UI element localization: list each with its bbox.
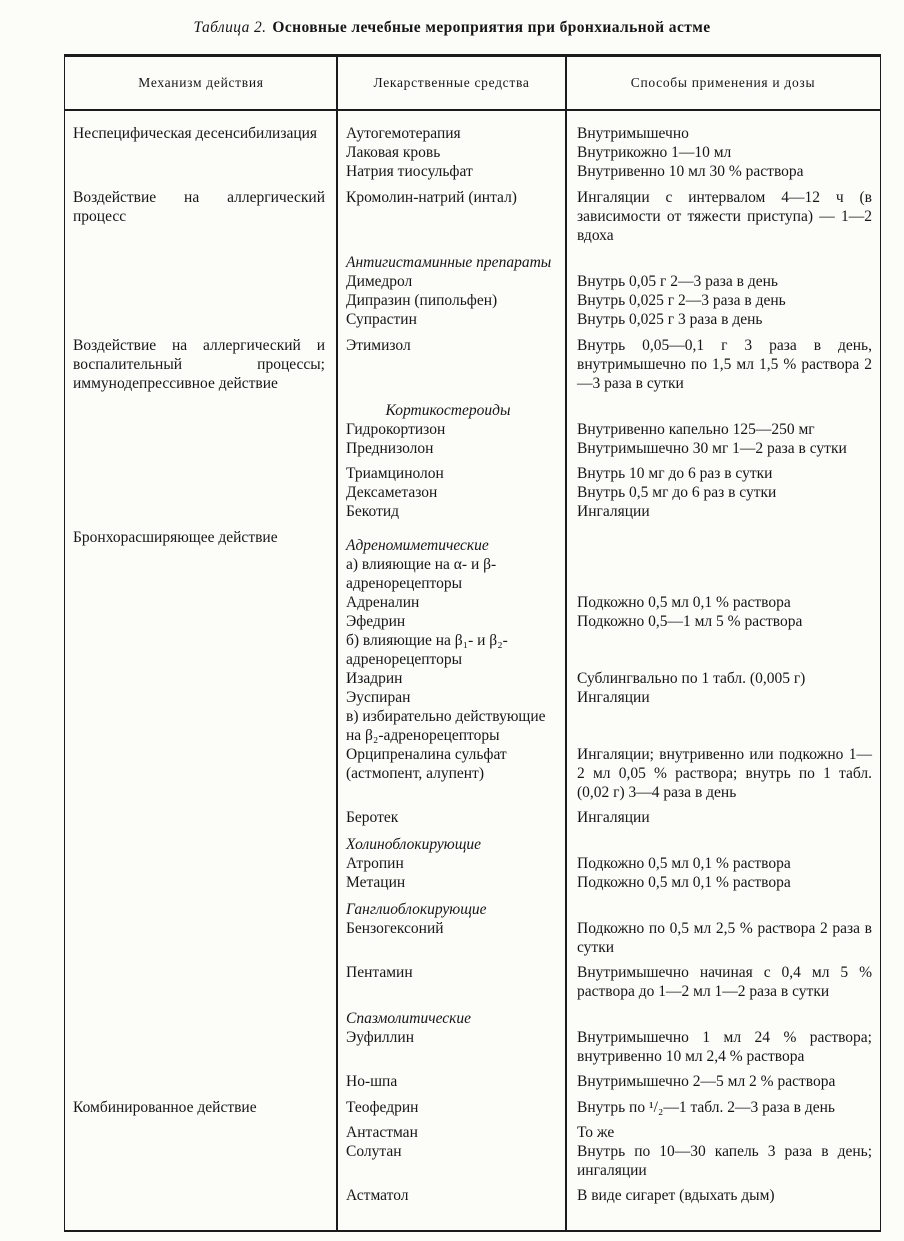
method-cell: [566, 253, 880, 272]
method-cell: Ингаляции: [577, 809, 650, 826]
method-cell: Внутрь 0,025 г 3 раза в день: [577, 311, 763, 328]
mechanism-cell: Воздействие на аллергический и воспалительный процессы; иммунодепрессивное действие: [73, 337, 325, 392]
table-row: [337, 420, 880, 439]
drug-cell: Антастман: [346, 1124, 418, 1141]
section-items: [337, 1098, 880, 1205]
table-row: [337, 124, 880, 143]
drug-cell: Эуфиллин: [346, 1029, 414, 1046]
drug-cell: Беротек: [346, 809, 399, 826]
method-cell: Внутрь 10 мг до 6 раз в сутки: [577, 465, 773, 482]
method-cell: Внутримышечно 30 мг 1—2 раза в сутки: [577, 440, 847, 457]
method-cell: Ингаляции: [577, 503, 650, 520]
table-row: [337, 808, 880, 827]
method-cell: В виде сигарет (вдыхать дым): [577, 1187, 775, 1204]
table-row: [337, 188, 880, 245]
table-row: [337, 669, 880, 688]
table-row: [337, 900, 880, 919]
data-table: [64, 54, 881, 1232]
mechanism-cell: Комбинированное действие: [73, 1099, 257, 1116]
method-cell: Ингаляции с интервалом 4—12 ч (в зависимости от тяжести приступа) — 1—2 вдоха: [577, 189, 872, 244]
table-row: [337, 873, 880, 892]
method-cell: Ингаляции: [577, 689, 650, 706]
drug-cell: Лаковая кровь: [346, 144, 441, 161]
drug-cell: а) влияющие на α- и β-адренорецепторы: [346, 556, 497, 592]
mechanism-cell: Неспецифическая десенсибилизация: [73, 125, 318, 142]
method-cell: Внутрь 0,05 г 2—3 раза в день: [577, 273, 778, 290]
section-items: [337, 528, 880, 1091]
table-row: [337, 483, 880, 502]
table-section: [65, 1098, 880, 1205]
table-row: [337, 502, 880, 521]
method-cell: Внутривенно 10 мл 30 % раствора: [577, 163, 804, 180]
column-header-methods: Способы применения и дозы: [630, 75, 816, 90]
drug-cell: Гидрокортизон: [346, 421, 446, 438]
drug-cell: Метацин: [346, 874, 406, 891]
method-cell: Подкожно 0,5—1 мл 5 % раствора: [577, 613, 803, 630]
method-cell: Внутримышечно начиная с 0,4 мл 5 % раствора до 1—2 мл 1—2 раза в сутки: [577, 964, 872, 1000]
table-row: [337, 631, 880, 669]
drug-cell: Эфедрин: [346, 613, 406, 630]
column-divider: [565, 57, 567, 1230]
method-cell: Внутримышечно 2—5 мл 2 % раствора: [577, 1073, 836, 1090]
table-row: [337, 707, 880, 745]
drug-cell: Но-шпа: [346, 1073, 398, 1090]
method-cell: Сублингвально по 1 табл. (0,005 г): [577, 670, 806, 687]
drug-cell: Димедрол: [346, 273, 413, 290]
table-row: [337, 963, 880, 1001]
drug-cell: Адреналин: [346, 594, 420, 611]
drug-cell: Холиноблокирующие: [346, 836, 482, 853]
table-section: [65, 188, 880, 329]
column-header-drugs: Лекарственные средства: [373, 75, 530, 90]
table-caption-prefix: Таблица 2.: [193, 19, 267, 36]
method-cell: Внутримышечно: [577, 125, 689, 142]
table-row: [337, 401, 880, 420]
method-cell: [566, 401, 880, 420]
table-row: [337, 291, 880, 310]
drug-cell: Преднизолон: [346, 440, 434, 457]
table-row: [337, 1098, 880, 1117]
drug-cell: Адреномиметические: [346, 537, 489, 554]
table-row: [337, 439, 880, 458]
drug-cell: Атропин: [346, 855, 404, 872]
table-body: [65, 111, 880, 1230]
table-row: [337, 612, 880, 631]
method-cell: [566, 1009, 880, 1028]
table-row: [337, 464, 880, 483]
drug-cell: Ганглиоблокирующие: [346, 901, 487, 918]
method-cell: Подкожно 0,5 мл 0,1 % раствора: [577, 874, 791, 891]
drug-cell: Изадрин: [346, 670, 403, 687]
method-cell: Внутрь 0,05—0,1 г 3 раза в день, внутримышечно по 1,5 мл 1,5 % раствора 2—3 раза в сутки: [577, 337, 872, 392]
table-row: [337, 272, 880, 291]
table-header-row: [65, 57, 880, 111]
column-divider: [336, 57, 338, 1230]
method-cell: Внутримышечно 1 мл 24 % раствора; внутривенно 10 мл 2,4 % раствора: [577, 1029, 872, 1065]
method-cell: Внутрь 0,5 мг до 6 раз в сутки: [577, 484, 777, 501]
table-row: [337, 688, 880, 707]
table-row: [337, 1028, 880, 1066]
drug-cell: Этимизол: [346, 337, 411, 354]
table-row: [337, 336, 880, 393]
table-caption-text: Основные лечебные мероприятия при бронхиальной астме: [272, 19, 711, 36]
table-row: [337, 745, 880, 802]
method-cell: [566, 900, 880, 919]
drug-cell: Пентамин: [346, 964, 413, 981]
drug-cell: Орципреналина сульфат (астмопент, алупент): [346, 746, 507, 782]
drug-cell: в) избирательно действующие на β₂-адренорецепторы: [346, 708, 546, 744]
table-row: [337, 310, 880, 329]
section-items: [337, 336, 880, 521]
table-row: [337, 536, 880, 555]
table-row: [337, 919, 880, 957]
table-row: [337, 854, 880, 873]
method-cell: Подкожно 0,5 мл 0,1 % раствора: [577, 594, 791, 611]
drug-cell: Бекотид: [346, 503, 400, 520]
drug-cell: Астматол: [346, 1187, 409, 1204]
method-cell: То же: [577, 1124, 615, 1141]
table-row: [337, 1142, 880, 1180]
drug-cell: Антигистаминные препараты: [346, 254, 552, 271]
table-row: [337, 253, 880, 272]
drug-cell: Аутогемотерапия: [346, 125, 461, 142]
column-header-mechanism: Механизм действия: [138, 75, 264, 90]
method-cell: Внутрь по ¹/₂—1 табл. 2—3 раза в день: [577, 1099, 835, 1116]
drug-cell: Супрастин: [346, 311, 417, 328]
method-cell: Внутрь 0,025 г 2—3 раза в день: [577, 292, 786, 309]
drug-cell: б) влияющие на β₁- и β₂-адренорецепторы: [346, 632, 508, 668]
table-row: [337, 162, 880, 181]
method-cell: Ингаляции; внутривенно или подкожно 1—2 мл 0,05 % раствора; внутрь по 1 табл. (0,02 г) 3—4 раза в день: [577, 746, 872, 801]
drug-cell: Дипразин (пипольфен): [346, 292, 498, 309]
method-cell: Подкожно 0,5 мл 0,1 % раствора: [577, 855, 791, 872]
drug-cell: Спазмолитические: [346, 1010, 472, 1027]
method-cell: Внутрикожно 1—10 мл: [577, 144, 732, 161]
method-cell: [566, 835, 880, 854]
drug-cell: Триамцинолон: [346, 465, 444, 482]
drug-cell: Дексаметазон: [346, 484, 438, 501]
method-cell: [566, 631, 880, 669]
section-items: [337, 124, 880, 181]
drug-cell: Бензогексоний: [346, 920, 444, 937]
table-section: [65, 528, 880, 1091]
table-row: [337, 593, 880, 612]
table-row: [337, 1186, 880, 1205]
table-row: [337, 1009, 880, 1028]
drug-cell: Теофедрин: [346, 1099, 419, 1116]
drug-cell: Кортикостероиды: [385, 402, 511, 419]
method-cell: Внутривенно капельно 125—250 мг: [577, 421, 815, 438]
mechanism-cell: Воздействие на аллергический процесс: [73, 189, 325, 225]
table-row: [337, 835, 880, 854]
table-row: [337, 1123, 880, 1142]
method-cell: [566, 555, 880, 593]
table-title: [0, 19, 904, 37]
table-row: [337, 555, 880, 593]
drug-cell: Натрия тиосульфат: [346, 163, 473, 180]
section-items: [337, 188, 880, 329]
drug-cell: Эуспиран: [346, 689, 411, 706]
table-section: [65, 336, 880, 521]
method-cell: Внутрь по 10—30 капель 3 раза в день; ингаляции: [577, 1143, 872, 1179]
method-cell: Подкожно по 0,5 мл 2,5 % раствора 2 раза в сутки: [577, 920, 872, 956]
drug-cell: Солутан: [346, 1143, 402, 1160]
drug-cell: Кромолин-натрий (интал): [346, 189, 517, 206]
method-cell: [566, 536, 880, 555]
table-section: [65, 124, 880, 181]
table-row: [337, 1072, 880, 1091]
mechanism-cell: Бронхорасширяющее действие: [73, 529, 278, 546]
method-cell: [566, 707, 880, 745]
table-row: [337, 143, 880, 162]
